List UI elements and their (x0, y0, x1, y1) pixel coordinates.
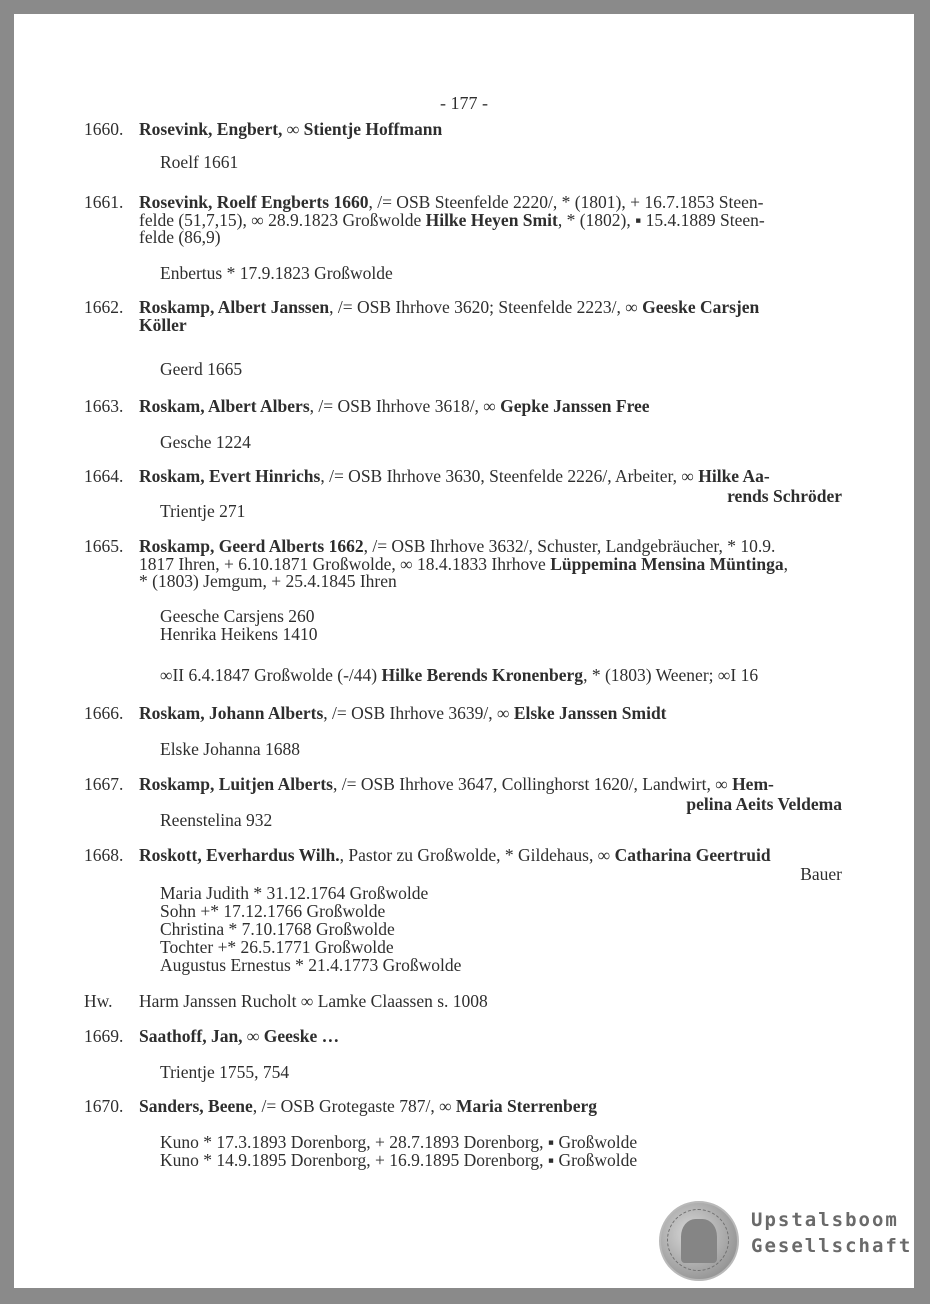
child-entry: Enbertus * 17.9.1823 Großwolde (160, 263, 393, 283)
society-logo (659, 1201, 913, 1281)
entry-number: 1661. (84, 192, 124, 212)
entry-text-line (139, 571, 397, 591)
entry-text-line (139, 315, 187, 335)
person-name: Roskam, Johann Alberts (139, 703, 324, 723)
person-name: Roskamp, Albert Janssen (139, 297, 330, 317)
entry-detail: , * (1803) Weener; ∞I 16 (583, 665, 759, 685)
entry-text-line (139, 396, 650, 416)
entry-detail: felde (86,9) (139, 227, 221, 247)
person-name: Hilke Heyen Smit (425, 209, 558, 230)
entry-text-line (139, 119, 442, 139)
page-number: - 177 - (440, 93, 488, 113)
entry-number: 1666. (84, 703, 124, 723)
person-name: Elske Janssen Smidt (513, 703, 667, 723)
person-name: Gepke Janssen Free (500, 396, 650, 416)
person-name: Roskamp, Geerd Alberts 1662 (139, 536, 364, 556)
entry-number: 1660. (84, 119, 124, 139)
person-name: Hilke Aa- (698, 466, 770, 486)
person-name: Maria Sterrenberg (455, 1096, 598, 1116)
person-name: Geeske Carsjen (642, 297, 760, 317)
entry-continuation: Bauer (800, 864, 842, 884)
logo-line-2: Gesellschaft (751, 1235, 913, 1257)
person-name: Catharina Geertruid (614, 845, 771, 865)
child-entry: Sohn +* 17.12.1766 Großwolde (160, 901, 386, 921)
person-name: Rosevink, Engbert, ∞ Stientje Hoffmann (139, 119, 443, 139)
entry-text-line (139, 845, 771, 865)
entry-number: 1669. (84, 1026, 124, 1046)
child-entry: Roelf 1661 (160, 152, 239, 172)
entry-detail: , /= OSB Grotegaste 787/, ∞ (252, 1096, 456, 1116)
person-name: Rosevink, Roelf Engberts 1660 (139, 192, 369, 212)
entry-number: 1664. (84, 466, 124, 486)
seal-icon (659, 1201, 739, 1281)
person-name: Roskamp, Luitjen Alberts (139, 774, 333, 794)
entry-detail: , /= OSB Ihrhove 3618/, ∞ (309, 396, 501, 416)
entry-detail: , /= OSB Ihrhove 3632/, Schuster, Landgebräucher, * 10.9. (363, 536, 776, 556)
person-name: Köller (139, 314, 187, 335)
entry-detail: , /= OSB Ihrhove 3639/, ∞ (323, 703, 514, 723)
entry-text-line (139, 210, 765, 230)
entry-detail: , /= OSB Ihrhove 3630, Steenfelde 2226/, Arbeiter, ∞ (320, 466, 699, 486)
entry-text-line (139, 227, 221, 247)
child-entry: Trientje 271 (160, 501, 246, 521)
entry-number: 1662. (84, 297, 124, 317)
person-name: Roskott, Everhardus Wilh. (139, 845, 340, 865)
entry-continuation: rends Schröder (727, 486, 842, 506)
child-entry: Reenstelina 932 (160, 810, 273, 830)
entry-detail: , /= OSB Ihrhove 3620; Steenfelde 2223/, ∞ (329, 297, 643, 317)
entry-number: 1663. (84, 396, 124, 416)
entry-text-line (139, 991, 488, 1011)
entry-continuation: pelina Aeits Veldema (686, 794, 842, 814)
entry-number: 1668. (84, 845, 124, 865)
child-entry: Kuno * 17.3.1893 Dorenborg, + 28.7.1893 Dorenborg, ▪ Großwolde (160, 1132, 638, 1152)
entry-text-line (139, 774, 774, 794)
child-entry: Kuno * 14.9.1895 Dorenborg, + 16.9.1895 Dorenborg, ▪ Großwolde (160, 1150, 638, 1170)
person-name: Saathoff, Jan, ∞ Geeske … (139, 1026, 340, 1046)
entry-detail: , Pastor zu Großwolde, * Gildehaus, ∞ (339, 845, 615, 865)
entry-detail: felde (51,7,15), ∞ 28.9.1823 Großwolde (139, 209, 426, 230)
person-name: Lüppemina Mensina Müntinga (550, 553, 784, 574)
entry-detail: , /= OSB Ihrhove 3647, Collinghorst 1620/, Landwirt, ∞ (332, 774, 733, 794)
person-name: Hilke Berends Kronenberg (381, 665, 584, 685)
document-page (14, 14, 914, 1288)
entry-text-line (139, 1096, 597, 1116)
child-entry: Geesche Carsjens 260 (160, 606, 315, 626)
entry-number: 1665. (84, 536, 124, 556)
entry-text-line (139, 1026, 339, 1046)
entry-number: 1670. (84, 1096, 124, 1116)
child-entry: Geerd 1665 (160, 359, 243, 379)
entry-text-line (139, 297, 759, 317)
entry-number: Hw. (84, 991, 113, 1011)
child-entry: Elske Johanna 1688 (160, 739, 300, 759)
entry-detail: Harm Janssen Rucholt ∞ Lamke Claassen s. 1008 (139, 991, 488, 1011)
child-entry: Christina * 7.10.1768 Großwolde (160, 919, 395, 939)
entry-detail: , /= OSB Steenfelde 2220/, * (1801), + 16.7.1853 Steen- (368, 192, 764, 212)
logo-line-1: Upstalsboom (751, 1209, 899, 1231)
person-name: Hem- (732, 774, 774, 794)
entry-detail: , * (1802), ▪ 15.4.1889 Steen- (557, 209, 765, 230)
entry-text-line (139, 703, 667, 723)
child-entry: Gesche 1224 (160, 432, 251, 452)
entry-detail: ∞II 6.4.1847 Großwolde (-/44) (160, 665, 382, 685)
entry-number: 1667. (84, 774, 124, 794)
entry-detail: * (1803) Jemgum, + 25.4.1845 Ihren (139, 571, 397, 591)
entry-text-line (139, 466, 770, 486)
child-entry: Tochter +* 26.5.1771 Großwolde (160, 937, 394, 957)
child-entry: Maria Judith * 31.12.1764 Großwolde (160, 883, 429, 903)
person-name: Sanders, Beene (139, 1096, 253, 1116)
entry-detail: 1817 Ihren, + 6.10.1871 Großwolde, ∞ 18.4.1833 Ihrhove (139, 553, 551, 574)
person-name: Roskam, Evert Hinrichs (139, 466, 321, 486)
child-entry: Henrika Heikens 1410 (160, 624, 318, 644)
person-name: Roskam, Albert Albers (139, 396, 310, 416)
marriage-note (160, 665, 758, 685)
child-entry: Trientje 1755, 754 (160, 1062, 290, 1082)
entry-detail: , (783, 553, 788, 574)
child-entry: Augustus Ernestus * 21.4.1773 Großwolde (160, 955, 462, 975)
